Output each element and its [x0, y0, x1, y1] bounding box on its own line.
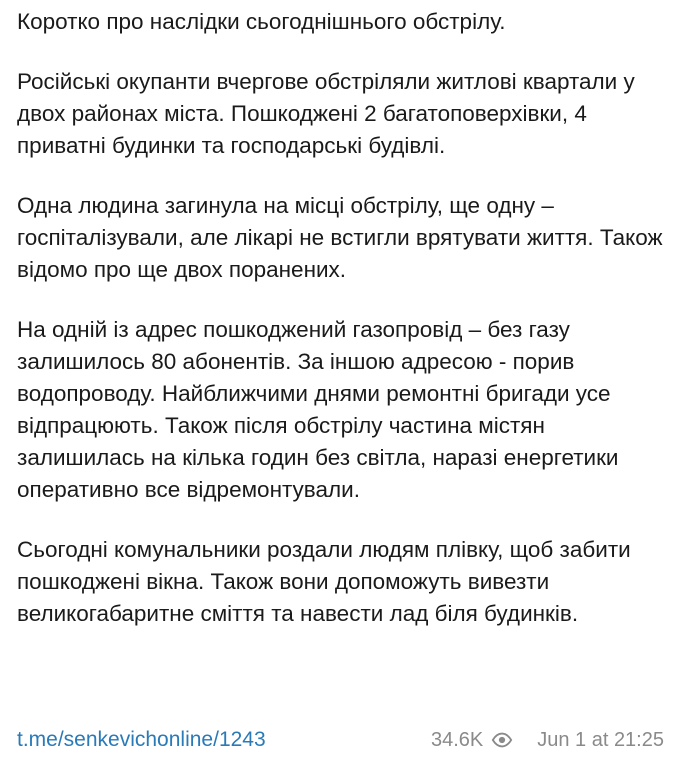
message-paragraph: Сьогодні комунальники роздали людям плівку, щоб забити пошкоджені вікна. Також вони допоможуть вивезти великогабаритне сміття та навести лад біля будинків.: [17, 537, 631, 626]
message-meta: [431, 729, 664, 752]
eye-icon: [491, 732, 513, 748]
view-count: 34.6K: [430, 728, 484, 751]
message-paragraph: На одній із адрес пошкоджений газопровід – без газу залишилось 80 абонентів. За іншою адресою - порив водопроводу. Найближчими днями ремонтні бригади усе відпрацюють. Також після обстрілу частина містян залишилась на кілька годин без світла, наразі енергетики оперативно все відремонтували.: [17, 317, 619, 502]
message-timestamp: Jun 1 at 21:25: [537, 728, 664, 751]
message-paragraph: Російські окупанти вчергове обстріляли житлові квартали у двох районах міста. Пошкоджені 2 багатоповерхівки, 4 приватні будинки та господарські будівлі.: [17, 69, 635, 158]
post-link[interactable]: t.me/senkevichonline/1243: [17, 728, 266, 751]
message-paragraph: Одна людина загинула на місці обстрілу, ще одну – госпіталізували, але лікарі не встигли врятувати життя. Також відомо про ще двох поранених.: [17, 193, 663, 282]
message-paragraph: Коротко про наслідки сьогоднішнього обстрілу.: [17, 9, 506, 34]
message-footer: [17, 724, 664, 756]
